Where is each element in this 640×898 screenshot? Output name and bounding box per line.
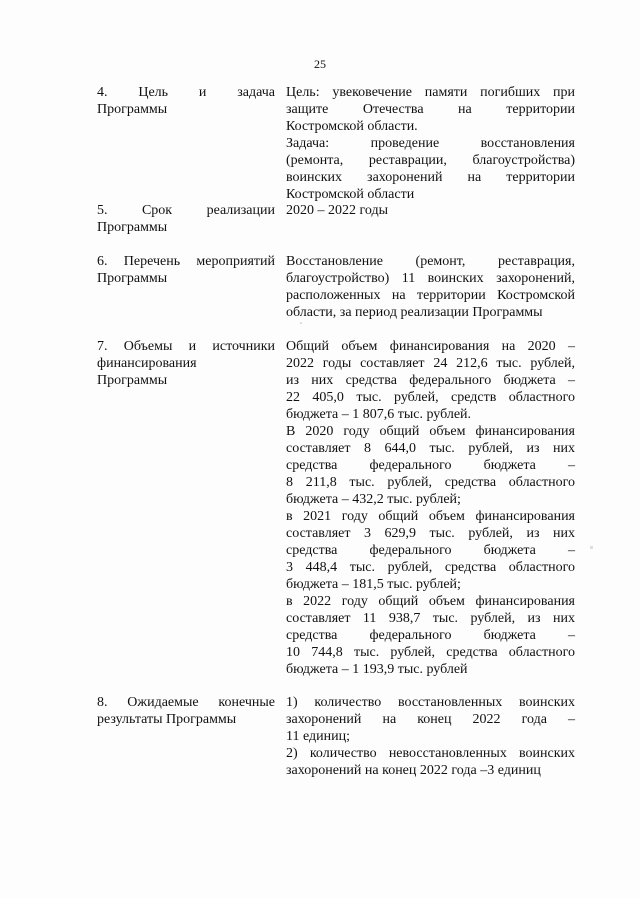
content-line: бюджета – 1 193,9 тыс. рублей bbox=[286, 662, 468, 677]
row-label bbox=[97, 694, 275, 728]
content-line: расположенных на территории Костромской bbox=[286, 288, 575, 303]
content-line: 1) количество восстановленных воинских bbox=[286, 695, 575, 710]
content-line: в 2021 году общий объем финансирования bbox=[286, 509, 575, 524]
content-line: 11 единиц; bbox=[286, 729, 350, 744]
content-line: захоронений на конец 2022 года – bbox=[286, 712, 575, 727]
content-line: составляет 11 938,7 тыс. рублей, из них bbox=[286, 611, 575, 626]
scan-speck bbox=[300, 322, 302, 324]
content-line: составляет 8 644,0 тыс. рублей, из них bbox=[286, 441, 575, 456]
content-line: из них средства федерального бюджета – bbox=[286, 373, 575, 388]
content-line: средства федерального бюджета – bbox=[286, 628, 575, 643]
row-content bbox=[286, 338, 575, 678]
label-line: 4. Цель и задача bbox=[97, 85, 275, 100]
content-line: Цель: увековечение памяти погибших при bbox=[286, 85, 575, 100]
row-content bbox=[286, 694, 575, 779]
content-line: захоронений на конец 2022 года –3 единиц bbox=[286, 763, 541, 778]
scan-speck bbox=[590, 546, 593, 549]
content-line: бюджета – 181,5 тыс. рублей; bbox=[286, 577, 461, 592]
content-line: области, за период реализации Программы bbox=[286, 305, 543, 320]
label-line: Программы bbox=[97, 271, 168, 286]
label-line: 6. Перечень мероприятий bbox=[97, 254, 275, 269]
row-label bbox=[97, 202, 275, 236]
label-line: результаты Программы bbox=[97, 712, 237, 727]
content-line: В 2020 году общий объем финансирования bbox=[286, 424, 575, 439]
label-line: 5. Срок реализации bbox=[97, 203, 275, 218]
content-line: Костромской области. bbox=[286, 119, 418, 134]
content-line: Восстановление (ремонт, реставрация, bbox=[286, 254, 575, 269]
label-line: 7. Объемы и источники bbox=[97, 339, 275, 354]
content-line: 3 448,4 тыс. рублей, средства областного bbox=[286, 560, 575, 575]
content-line: бюджета – 1 807,6 тыс. рублей. bbox=[286, 407, 472, 422]
content-line: в 2022 году общий объем финансирования bbox=[286, 594, 575, 609]
content-line: 22 405,0 тыс. рублей, средств областного bbox=[286, 390, 575, 405]
content-line: Задача: проведение восстановления bbox=[286, 136, 575, 151]
content-line: 8 211,8 тыс. рублей, средства областного bbox=[286, 475, 575, 490]
label-line: 8. Ожидаемые конечные bbox=[97, 695, 275, 710]
content-line: Костромской области bbox=[286, 187, 415, 202]
content-line: защите Отечества на территории bbox=[286, 102, 575, 117]
row-content bbox=[286, 202, 575, 219]
content-line: средства федерального бюджета – bbox=[286, 543, 575, 558]
row-label bbox=[97, 253, 275, 287]
label-line: Программы bbox=[97, 102, 168, 117]
content-line: 2022 годы составляет 24 212,6 тыс. рублей, bbox=[286, 356, 575, 371]
content-line: 10 744,8 тыс. рублей, средства областного bbox=[286, 645, 575, 660]
content-line: составляет 3 629,9 тыс. рублей, из них bbox=[286, 526, 575, 541]
label-line: Программы bbox=[97, 373, 168, 388]
row-label bbox=[97, 338, 275, 389]
content-line: благоустройство) 11 воинских захоронений, bbox=[286, 271, 575, 286]
content-line: воинских захоронений на территории bbox=[286, 170, 575, 185]
page-number: 25 bbox=[314, 57, 326, 71]
content-line: 2) количество невосстановленных воинских bbox=[286, 746, 575, 761]
content-line: средства федерального бюджета – bbox=[286, 458, 575, 473]
row-content bbox=[286, 253, 575, 321]
row-label bbox=[97, 84, 275, 118]
row-content bbox=[286, 84, 575, 203]
content-line: (ремонта, реставрации, благоустройства) bbox=[286, 153, 575, 168]
label-line: финансирования bbox=[97, 356, 197, 371]
content-line: Общий объем финансирования на 2020 – bbox=[286, 339, 575, 354]
label-line: Программы bbox=[97, 220, 168, 235]
content-line: бюджета – 432,2 тыс. рублей; bbox=[286, 492, 461, 507]
content-line: 2020 – 2022 годы bbox=[286, 203, 389, 218]
